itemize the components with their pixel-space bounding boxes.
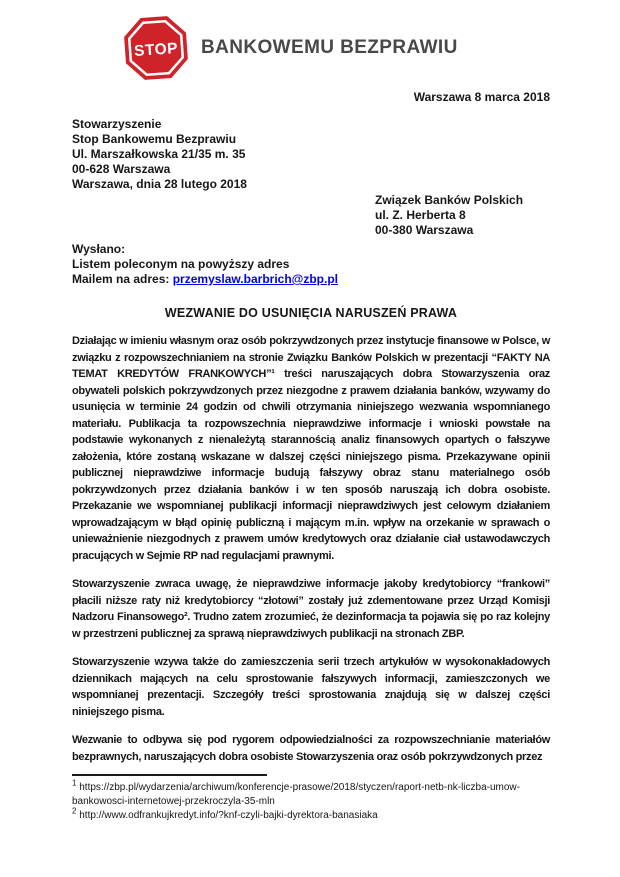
delivery-heading: Wysłano: (72, 242, 126, 256)
delivery-method-line: Listem poleconym na powyższy adres (72, 257, 290, 271)
delivery-info (72, 242, 550, 287)
sender-address-line: Stowarzyszenie (72, 117, 162, 131)
body-paragraph: Stowarzyszenie wzywa także do zamieszczenia serii trzech artykułów w wysokonakładowych dziennikach mających na celu sprostowanie fałszywych informacji, zamieszczonych we wspomnianej prezentacji. Szczegóły treści sprostowania znajdują się w dalszej części niniejszego pisma. (72, 656, 550, 718)
sender-address-line: 00-628 Warszawa (72, 162, 171, 176)
document-title: WEZWANIE DO USUNIĘCIA NARUSZEŃ PRAWA (164, 306, 458, 320)
recipient-address-line: 00-380 Warszawa (375, 223, 474, 237)
recipient-address-line: ul. Z. Herberta 8 (375, 208, 466, 222)
footnote-marker: 2 (72, 806, 77, 816)
footnote-divider (72, 774, 267, 776)
sender-address-line: Stop Bankowemu Bezprawiu (72, 132, 237, 146)
stop-sign-icon (122, 14, 190, 82)
footnotes (72, 774, 550, 823)
footnote-text: https://zbp.pl/wydarzenia/archiwum/konferencje-prasowe/2018/styczen/raport-netb-nk-liczba-umow-bankowosci-internetowej-przekroczyla-35-mln (72, 782, 520, 807)
body-paragraph: Stowarzyszenie zwraca uwagę, że nieprawdziwe informacje jakoby kredytobiorcy “frankowi” płacili niższe raty niż kredytobiorcy “złotowi” zostały już zdementowane przez Urząd Komisji Nadzoru Finansowego². Trudno zatem zrozumieć, że dezinformacja ta pojawia się po raz kolejny w przestrzeni publicznej za sprawą nieprawdziwych publikacji na stronach ZBP. (72, 578, 550, 640)
email-link[interactable]: przemyslaw.barbrich@zbp.pl (172, 272, 339, 286)
recipient-address (375, 193, 550, 238)
sender-address-line: Warszawa, dnia 28 lutego 2018 (72, 177, 247, 191)
letter-body (72, 333, 550, 765)
sender-address (72, 117, 550, 192)
body-paragraph: Wezwanie to odbywa się pod rygorem odpowiedzialności za rozpowszechnianie materiałów bezprawnych, naruszających dobra osobiste Stowarzyszenia oraz osób pokrzywdzonych przez (72, 734, 550, 763)
delivery-email-line (72, 272, 550, 287)
logo (124, 0, 550, 81)
footnote (72, 778, 550, 809)
date-line: Warszawa 8 marca 2018 (413, 90, 550, 104)
delivery-email-label: Mailem na adres: (72, 272, 173, 286)
recipient-address-line: Związek Banków Polskich (375, 193, 524, 207)
stop-sign-label: STOP (133, 39, 179, 61)
brand-text: BANKOWEMU BEZPRAWIU (201, 37, 458, 58)
footnote (72, 806, 550, 823)
footnote-text: http://www.odfrankujkredyt.info/?knf-czyli-bajki-dyrektora-banasiaka (79, 810, 378, 821)
sender-address-line: Ul. Marszałkowska 21/35 m. 35 (72, 147, 246, 161)
body-paragraph: Działając w imieniu własnym oraz osób pokrzywdzonych przez instytucje finansowe w Polsce, w związku z rozpowszechnianiem na stronie Związku Banków Polskich w prezentacji “FAKTY NA TEMAT KREDYTÓW FRANKOWYCH”¹ treści naruszających dobra Stowarzyszenia oraz obywateli polskich pokrzywdzonych przez niezgodne z prawem działania banków, wzywamy do usunięcia w terminie 24 godzin od chwili otrzymania niniejszego wezwania wspomnianego materiału. Publikacja ta rozpowszechnia nieprawdziwe informacje i wnioski powstałe na podstawie wykonanych z nienależytą starannością analiz finansowych opartych o fałszywe założenia, które zostaną wskazane w dalszej części niniejszego pisma. Przekazywane opinii publicznej nieprawdziwe informacje budują fałszywy obraz stanu materialnego osób pokrzywdzonych przez działania banków i w ten sposób naruszają ich dobra osobiste. Przekazanie we wspomnianej publikacji informacji nieprawdziwych jest celowym działaniem wprowadzającym w błąd opinię publiczną i mającym m.in. wpływ na orzekanie w sprawach o unieważnienie niezgodnych z prawem umów kredytowych oraz działanie ciał ustawodawczych pracujących w Sejmie RP nad regulacjami prawnymi. (72, 335, 550, 562)
footnote-marker: 1 (72, 778, 77, 788)
